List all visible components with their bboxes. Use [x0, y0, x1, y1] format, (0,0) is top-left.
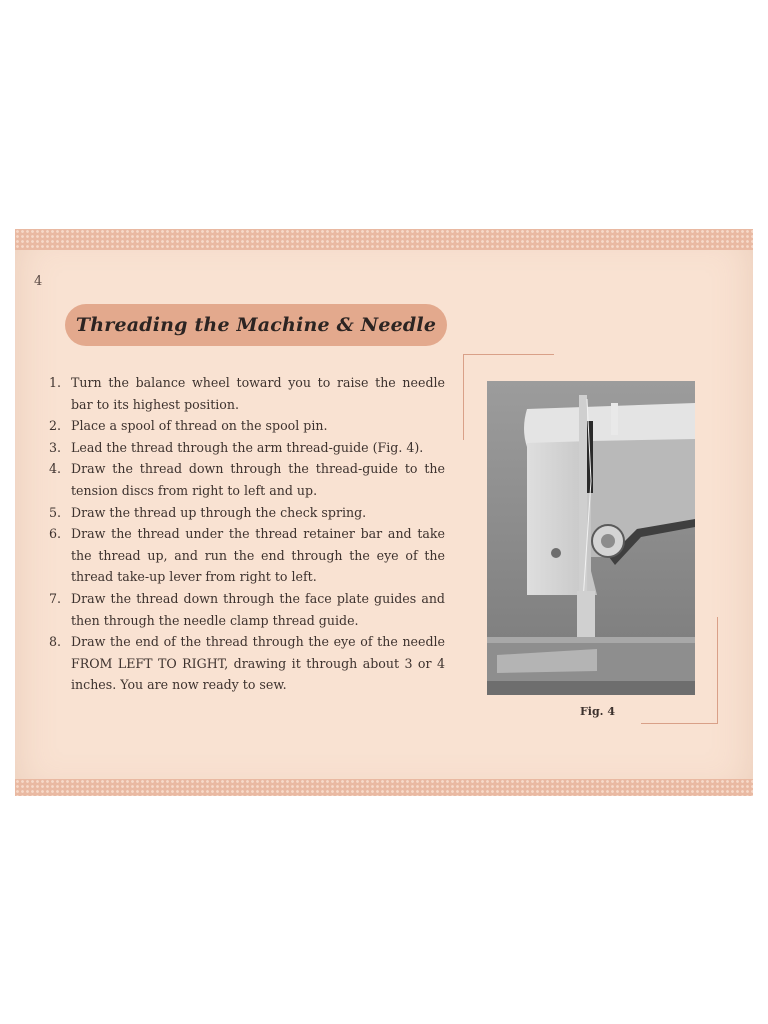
step-text: Place a spool of thread on the spool pin.: [71, 418, 328, 434]
step-text: Lead the thread through the arm thread-guide (Fig. 4).: [71, 439, 424, 455]
list-item: [49, 458, 445, 501]
list-item: [49, 372, 445, 415]
step-text: Draw the thread down through the face plate guides and then through the needle clamp thread guide.: [71, 590, 445, 628]
step-number: 2.: [49, 418, 62, 434]
figure-caption: Fig. 4: [580, 705, 615, 718]
list-item: [49, 631, 445, 696]
step-text: Draw the end of the thread through the eye of the needle FROM LEFT TO RIGHT, drawing it through about 3 or 4 inches. You are now ready to sew.: [71, 634, 445, 693]
step-number: 7.: [49, 590, 62, 606]
instruction-list: [49, 372, 445, 696]
page-number: 4: [34, 274, 43, 289]
sewing-machine-photo: [487, 381, 695, 695]
page-title: Threading the Machine & Needle: [75, 314, 437, 336]
step-number: 6.: [49, 526, 62, 542]
step-number: 8.: [49, 634, 62, 650]
step-text: Turn the balance wheel toward you to raise the needle bar to its highest position.: [71, 375, 445, 412]
sewing-machine-illustration: [487, 381, 695, 695]
step-number: 5.: [49, 504, 62, 520]
step-text: Draw the thread up through the check spring.: [71, 504, 367, 520]
list-item: [49, 415, 445, 437]
list-item: [49, 588, 445, 631]
step-text: Draw the thread down through the thread-guide to the tension discs from right to left and up.: [71, 461, 445, 498]
title-banner: [65, 304, 447, 346]
list-item: [49, 437, 445, 459]
manual-page: [15, 229, 753, 796]
step-number: 3.: [49, 439, 62, 455]
decorative-border-bottom: [15, 779, 753, 796]
list-item: [49, 502, 445, 524]
step-text: Draw the thread under the thread retainer bar and take the thread up, and run the end through the eye of the thread take-up lever from right to left.: [71, 526, 445, 585]
step-number: 4.: [49, 461, 62, 477]
decorative-border-top: [15, 229, 753, 250]
list-item: [49, 523, 445, 588]
step-number: 1.: [49, 375, 62, 390]
